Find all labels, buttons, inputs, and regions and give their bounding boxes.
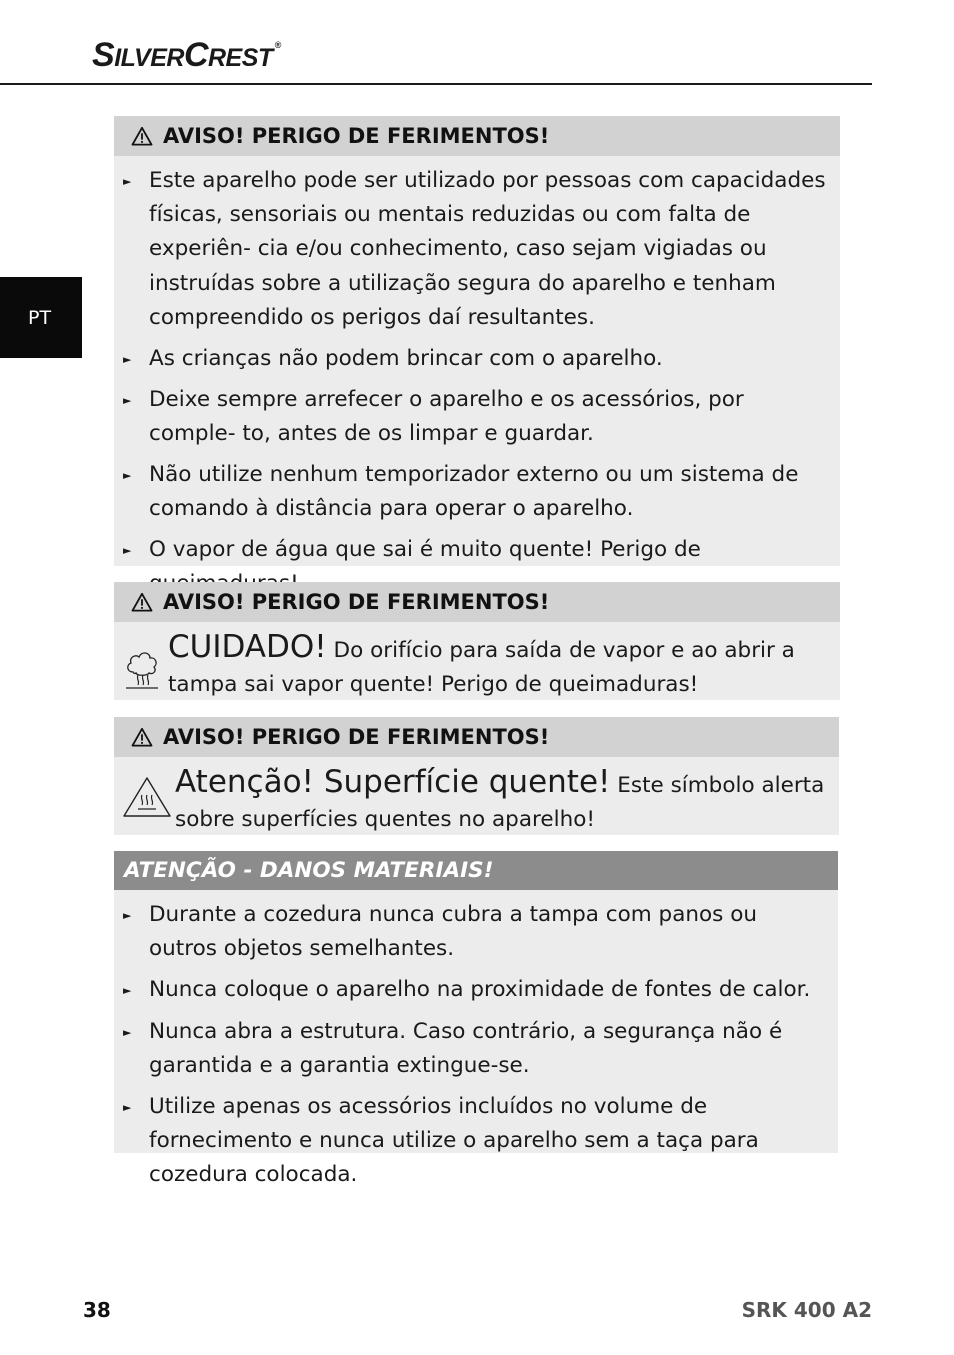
warning-triangle-icon <box>131 727 153 747</box>
list-item <box>123 1015 828 1083</box>
list-item <box>123 898 828 966</box>
warning-panel-steam <box>114 582 840 700</box>
warning-list <box>114 156 840 610</box>
list-item-text: Durante a cozedura nunca cubra a tampa com panos ou outros objetos semelhantes. <box>149 902 757 962</box>
list-item-text: O vapor de água que sai é muito quente! Perigo de <box>149 537 701 563</box>
warning-heading-text: AVISO! PERIGO DE FERIMENTOS! <box>163 725 550 749</box>
list-item <box>123 383 830 451</box>
steam-icon <box>124 642 160 690</box>
warning-triangle-icon <box>131 126 153 146</box>
hot-surface-text: Este símbolo alerta sobre superfícies quentes no aparelho! <box>175 773 825 832</box>
hot-surface-lead: Atenção! Superfície quente! <box>175 764 611 800</box>
registered-mark: ® <box>274 40 281 50</box>
brand-letter: C <box>183 36 208 74</box>
bullet-arrow-icon: ► <box>123 544 132 558</box>
hot-surface-symbol <box>122 765 175 837</box>
bullet-arrow-icon: ► <box>123 469 132 483</box>
caution-text: Do orifício para saída de vapor e ao abrir a tampa sai vapor quente! Perigo de queimaduras! <box>168 638 795 697</box>
list-item-text: Utilize apenas os acessórios incluídos no volume de fornecimento e nunca utilize o aparelho sem a taça para cozedura colocada. <box>149 1093 759 1187</box>
brand-letters: REST <box>208 44 273 72</box>
bullet-arrow-icon: ► <box>123 352 132 366</box>
warning-heading <box>114 582 840 622</box>
bullet-arrow-icon: ► <box>123 175 132 188</box>
bullet-arrow-icon: ► <box>123 984 132 997</box>
hot-surface-notice <box>114 757 839 837</box>
list-item-text: Este aparelho pode ser utilizado por pessoas com capacidades físicas, sensoriais ou mentais reduzidas ou com falta de experiên- cia e/ou conhecimento, caso sejam vigiadas ou instruídas sobre a utilização segura do aparelho e tenham compreendido os perigos daí resultantes. <box>149 168 826 330</box>
list-item-text: Nunca abra a estrutura. Caso contrário, a segurança não é garantida e a garantia extingue-se. <box>149 1018 783 1078</box>
hot-steam-symbol <box>124 630 168 702</box>
steam-notice <box>114 622 840 702</box>
bullet-arrow-icon: ► <box>123 909 132 922</box>
warning-heading <box>114 116 840 156</box>
list-item <box>123 164 830 335</box>
header-divider <box>0 83 872 85</box>
brand-letters: ILVER <box>114 44 184 72</box>
list-item-text: Deixe sempre arrefecer o aparelho e os acessórios, por comple- to, antes de os limpar e guardar. <box>149 387 744 447</box>
list-item <box>123 973 828 1008</box>
list-item-text: Não utilize nenhum temporizador externo ou um sistema de comando à distância para operar o aparelho. <box>149 462 799 522</box>
warning-triangle-icon <box>131 592 153 612</box>
steam-notice-text <box>168 630 830 702</box>
list-item <box>123 342 830 377</box>
material-damage-heading <box>114 851 838 890</box>
material-damage-heading-text: ATENÇÃO - DANOS MATERIAIS! <box>124 858 494 883</box>
list-item <box>123 1090 828 1193</box>
material-damage-panel <box>114 851 838 1187</box>
material-damage-list <box>114 890 838 1201</box>
warning-heading-text: AVISO! PERIGO DE FERIMENTOS! <box>163 590 550 614</box>
brand-logo <box>92 36 281 72</box>
language-code: PT <box>28 306 52 329</box>
language-tab <box>0 277 82 358</box>
bullet-arrow-icon: ► <box>123 1025 132 1039</box>
hot-surface-notice-text <box>175 765 829 837</box>
warning-panel-hot-surface <box>114 717 839 835</box>
brand-letter: S <box>92 36 115 74</box>
model-number: SRK 400 A2 <box>741 1298 872 1322</box>
warning-panel-injury <box>114 116 840 566</box>
caution-lead: CUIDADO! <box>168 629 327 665</box>
warning-heading <box>114 717 839 757</box>
page-number: 38 <box>83 1298 111 1322</box>
warning-heading-text: AVISO! PERIGO DE FERIMENTOS! <box>163 124 550 148</box>
list-item-text: As crianças não podem brincar com o aparelho. <box>149 345 663 371</box>
hot-surface-icon <box>122 775 172 819</box>
bullet-arrow-icon: ► <box>123 394 132 408</box>
list-item-text: Nunca coloque o aparelho na proximidade de fontes de calor. <box>149 977 811 1002</box>
list-item <box>123 458 830 526</box>
bullet-arrow-icon: ► <box>123 1100 132 1114</box>
